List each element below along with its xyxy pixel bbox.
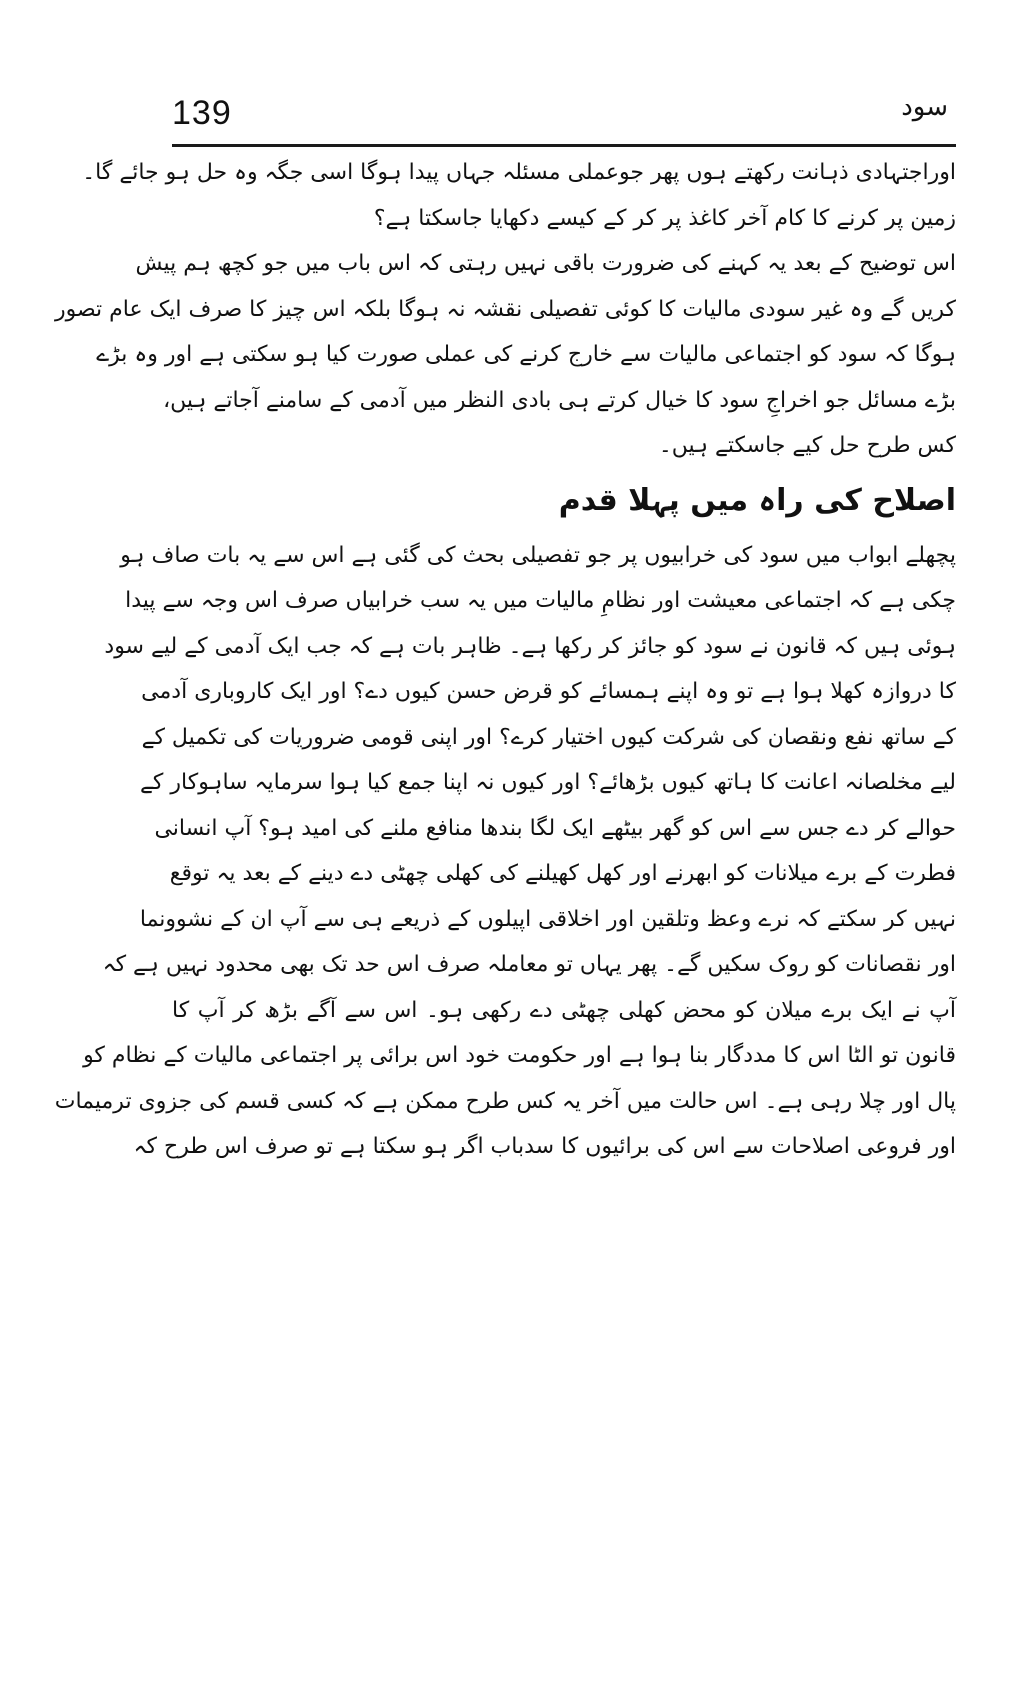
text-line: قانون تو الٹا اس کا مددگار بنا ہوا ہے اور حکومت خود اس برائی پر اجتماعی مالیات کے نظام کو xyxy=(83,1043,956,1068)
paragraph-2 xyxy=(54,241,956,469)
running-head: سود xyxy=(901,92,948,122)
text-line: اور فروعی اصلاحات سے اس کی برائیوں کا سدباب اگر ہو سکتا ہے تو صرف اس طرح کہ xyxy=(133,1134,956,1159)
page-number: 139 xyxy=(172,94,232,132)
text-line: ہوئی ہیں کہ قانون نے سود کو جائز کر رکھا ہے۔ ظاہر بات ہے کہ جب ایک آدمی کے لیے سود xyxy=(104,633,956,659)
text-line: کے ساتھ نفع ونقصان کی شرکت کیوں اختیار کرے؟ اور اپنی قومی ضروریات کی تکمیل کے xyxy=(141,724,956,750)
page-header xyxy=(172,86,956,147)
text-line: چکی ہے کہ اجتماعی معیشت اور نظامِ مالیات میں یہ سب خرابیاں صرف اس وجہ سے پیدا xyxy=(125,588,956,613)
text-line: زمین پر کرنے کا کام آخر کاغذ پر کر کے کیسے دکھایا جاسکتا ہے؟ xyxy=(373,205,956,231)
paragraph-3 xyxy=(54,533,956,1170)
text-line: بڑے مسائل جو اخراجِ سود کا خیال کرتے ہی بادی النظر میں آدمی کے سامنے آجاتے ہیں، xyxy=(163,387,956,413)
body-text xyxy=(54,150,956,1170)
text-line: فطرت کے برے میلانات کو ابھرنے اور کھل کھیلنے کی کھلی چھٹی دے دینے کے بعد یہ توقع xyxy=(169,861,956,886)
text-line: اور نقصانات کو روک سکیں گے۔ پھر یہاں تو معاملہ صرف اس حد تک بھی محدود نہیں ہے کہ xyxy=(102,952,956,977)
text-line: کریں گے وہ غیر سودی مالیات کا کوئی تفصیلی نقشہ نہ ہوگا بلکہ اس چیز کا صرف ایک عام تصور xyxy=(54,296,956,322)
text-line: لیے مخلصانہ اعانت کا ہاتھ کیوں بڑھائے؟ اور کیوں نہ اپنا جمع کیا ہوا سرمایہ ساہوکار کے xyxy=(140,770,956,795)
text-line: ہوگا کہ سود کو اجتماعی مالیات سے خارج کرنے کی عملی صورت کیا ہو سکتی ہے اور وہ بڑے xyxy=(96,342,956,367)
text-line: نہیں کر سکتے کہ نرے وعظ وتلقین اور اخلاقی اپیلوں کے ذریعے ہی سے آپ ان کے نشوونما xyxy=(139,906,956,932)
text-line: اس توضیح کے بعد یہ کہنے کی ضرورت باقی نہیں رہتی کہ اس باب میں جو کچھ ہم پیش xyxy=(135,251,956,276)
text-line: اوراجتہادی ذہانت رکھتے ہوں پھر جوعملی مسئلہ جہاں پیدا ہوگا اسی جگہ وہ حل ہو جائے گا۔ xyxy=(82,160,956,185)
paragraph-1 xyxy=(82,150,956,241)
text-line: کا دروازہ کھلا ہوا ہے تو وہ اپنے ہمسائے کو قرض حسن کیوں دے؟ اور ایک کاروباری آدمی xyxy=(141,679,956,704)
text-line: کس طرح حل کیے جاسکتے ہیں۔ xyxy=(658,433,956,458)
text-line: پچھلے ابواب میں سود کی خرابیوں پر جو تفصیلی بحث کی گئی ہے اس سے یہ بات صاف ہو xyxy=(120,542,956,568)
text-line: حوالے کر دے جس سے اس کو گھر بیٹھے ایک لگا بندھا منافع ملنے کی امید ہو؟ آپ انسانی xyxy=(154,815,956,841)
text-line: آپ نے ایک برے میلان کو محض کھلی چھٹی دے رکھی ہو۔ اس سے آگے بڑھ کر آپ کا xyxy=(172,997,956,1023)
text-line: پال اور چلا رہی ہے۔ اس حالت میں آخر یہ کس طرح ممکن ہے کہ کسی قسم کی جزوی ترمیمات xyxy=(54,1088,956,1114)
section-heading: اصلاح کی راہ میں پہلا قدم xyxy=(558,482,956,518)
